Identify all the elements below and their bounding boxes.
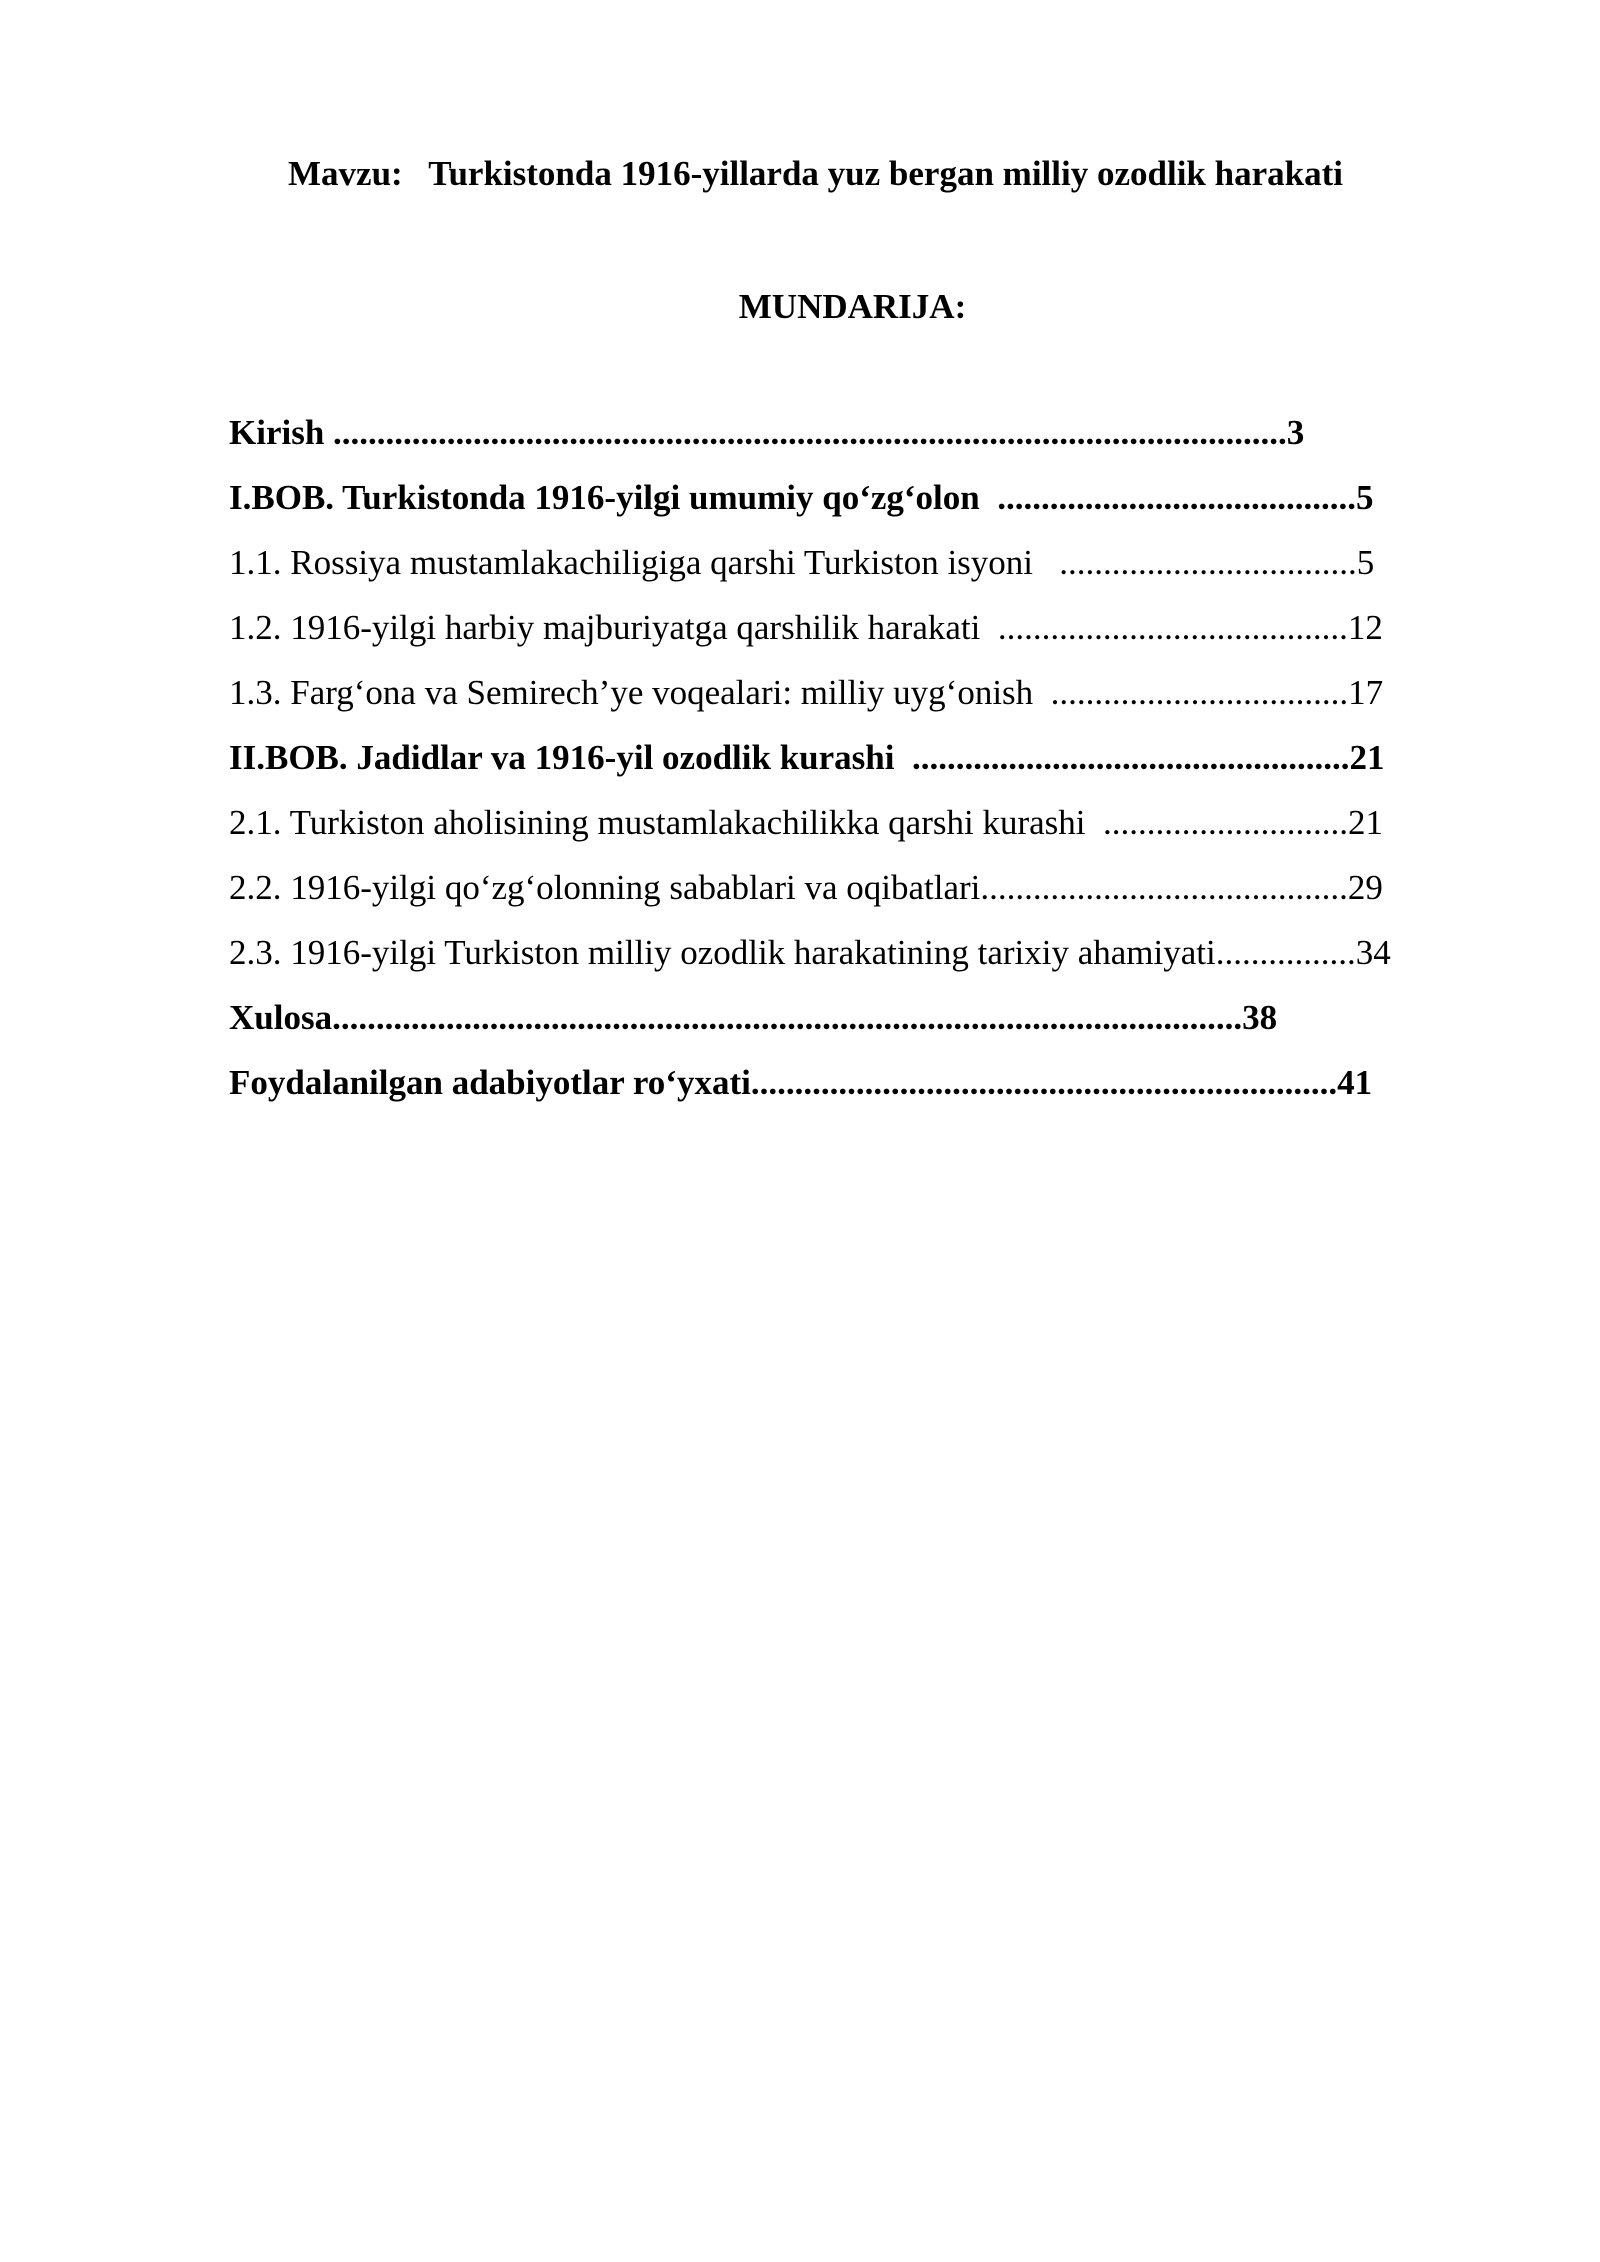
toc-dot-leader: ................ — [1215, 933, 1356, 972]
toc-dot-leader: .................................. — [1050, 673, 1349, 712]
toc-entry-section-2-3[interactable] — [229, 931, 1479, 996]
toc-dot-leader: ........................................................................................................ — [332, 998, 1243, 1037]
toc-entry-label: 1.1. Rossiya mustamlakachiligiga qarshi Turkiston isyoni — [229, 543, 1060, 582]
toc-entry-label: 2.1. Turkiston aholisining mustamlakachilikka qarshi kurashi — [229, 803, 1103, 842]
table-of-contents — [229, 411, 1479, 1126]
toc-entry-kirish[interactable] — [229, 411, 1479, 476]
toc-entry-label: Kirish — [229, 413, 334, 452]
toc-entry-section-1-3[interactable] — [229, 671, 1479, 736]
toc-dot-leader: ............................................................................................................. — [333, 413, 1287, 452]
toc-entry-section-1-1[interactable] — [229, 541, 1479, 606]
toc-dot-leader: .......................................... — [980, 868, 1348, 907]
toc-dot-leader: .................................................. — [911, 738, 1350, 777]
toc-dot-leader: .................................. — [1059, 543, 1357, 582]
toc-page-number: 38 — [1242, 998, 1278, 1037]
document-topic: Mavzu: Turkistonda 1916-yillarda yuz bergan milliy ozodlik harakati — [288, 154, 1343, 193]
toc-page-number: 21 — [1347, 803, 1383, 842]
toc-page-number: 12 — [1347, 608, 1383, 647]
toc-entry-section-2-2[interactable] — [229, 866, 1479, 931]
toc-entry-section-1-2[interactable] — [229, 606, 1479, 671]
toc-entry-section-2-1[interactable] — [229, 801, 1479, 866]
toc-dot-leader: ......................................... — [997, 478, 1356, 517]
toc-page-number: 5 — [1356, 543, 1375, 582]
toc-entry-label: Xulosa — [229, 998, 333, 1037]
toc-entry-label: Foydalanilgan adabiyotlar ro‘yxati — [229, 1063, 751, 1102]
toc-entry-references[interactable] — [229, 1061, 1479, 1126]
toc-entry-label: 1.2. 1916-yilgi harbiy majburiyatga qarshilik harakati — [229, 608, 998, 647]
toc-entry-chapter-1[interactable] — [229, 476, 1479, 541]
contents-heading: MUNDARIJA: — [738, 287, 967, 326]
toc-entry-label: 2.2. 1916-yilgi qo‘zg‘olonning sabablari va oqibatlari — [229, 868, 981, 907]
toc-entry-label: II.BOB. Jadidlar va 1916-yil ozodlik kurashi — [229, 738, 912, 777]
toc-page-number: 41 — [1337, 1063, 1373, 1102]
toc-dot-leader: ................................................................... — [750, 1063, 1338, 1102]
toc-page-number: 17 — [1348, 673, 1384, 712]
toc-page-number: 3 — [1286, 413, 1305, 452]
toc-entry-xulosa[interactable] — [229, 996, 1479, 1061]
toc-dot-leader: ........................................ — [997, 608, 1348, 647]
toc-dot-leader: ............................ — [1102, 803, 1348, 842]
toc-page-number: 29 — [1347, 868, 1383, 907]
toc-page-number: 34 — [1355, 933, 1391, 972]
toc-entry-chapter-2[interactable] — [229, 736, 1479, 801]
toc-entry-label: 2.3. 1916-yilgi Turkiston milliy ozodlik harakatining tarixiy ahamiyati — [229, 933, 1216, 972]
toc-entry-label: I.BOB. Turkistonda 1916-yilgi umumiy qo‘zg‘olon — [229, 478, 998, 517]
toc-page-number: 5 — [1355, 478, 1374, 517]
toc-entry-label: 1.3. Farg‘ona va Semirech’ye voqealari: milliy uyg‘onish — [229, 673, 1051, 712]
toc-page-number: 21 — [1349, 738, 1385, 777]
